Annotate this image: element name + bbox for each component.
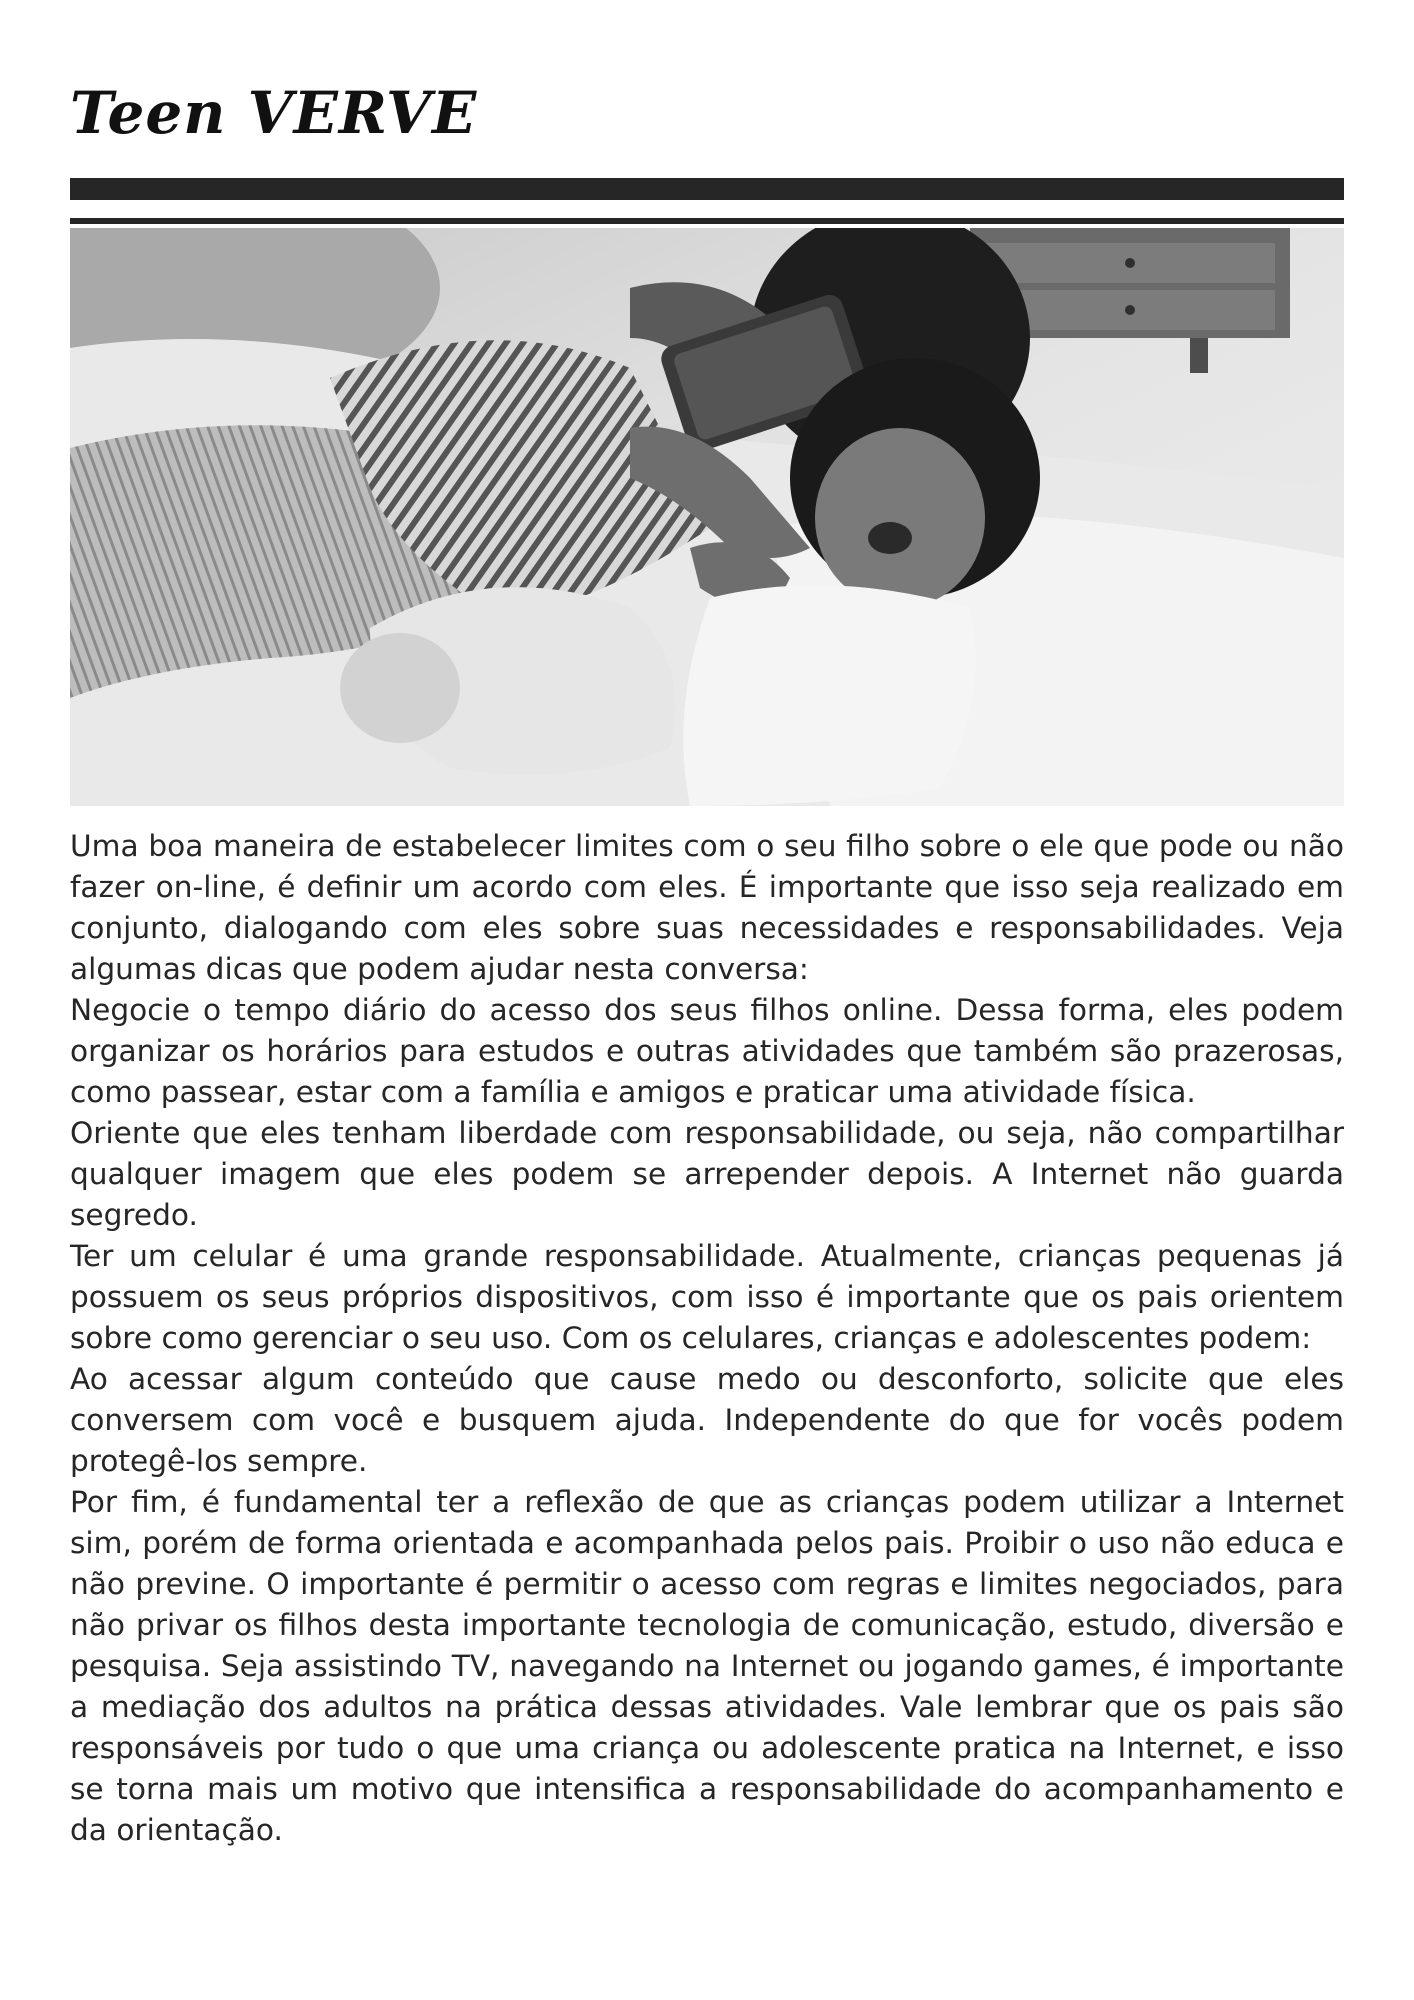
article-paragraph-6: Por fim, é fundamental ter a reflexão de que as crianças podem utilizar a Internet sim, porém de forma orientada e acompanhada pelos pais. Proibir o uso não educa e não previne. O importante é permitir o acesso com regras e limites negociados, para não privar os filhos desta importante tecnologia de comunicação, estudo, diversão e pesquisa. Seja assistindo TV, navegando na Internet ou jogando games, é importante a mediação dos adultos na prática dessas atividades. Vale lembrar que os pais são responsáveis por tudo o que uma criança ou adolescente pratica na Internet, e isso se torna mais um motivo que intensifica a responsabilidade do acompanhamento e da orientação. <box>70 1485 1344 1847</box>
article-paragraph-3: Oriente que eles tenham liberdade com responsabilidade, ou seja, não compartilhar qualquer imagem que eles podem se arrepender depois. A Internet não guarda segredo. <box>70 1116 1344 1232</box>
masthead-title: Teen VERVE <box>70 79 478 147</box>
header-rule-thin <box>70 218 1344 224</box>
article-body <box>70 826 1344 1851</box>
article-photo <box>70 228 1344 806</box>
article-paragraph-4: Ter um celular é uma grande responsabilidade. Atualmente, crianças pequenas já possuem os seus próprios dispositivos, com isso é importante que os pais orientem sobre como gerenciar o seu uso. Com os celulares, crianças e adolescentes podem: <box>70 1239 1344 1355</box>
article-paragraph-2: Negocie o tempo diário do acesso dos seus filhos online. Dessa forma, eles podem organizar os horários para estudos e outras atividades que também são prazerosas, como passear, estar com a família e amigos e praticar uma atividade física. <box>70 993 1344 1109</box>
article-paragraph-1: Uma boa maneira de estabelecer limites com o seu filho sobre o ele que pode ou não fazer on-line, é definir um acordo com eles. É importante que isso seja realizado em conjunto, dialogando com eles sobre suas necessidades e responsabilidades. Veja algumas dicas que podem ajudar nesta conversa: <box>70 829 1344 986</box>
header-rule-thick <box>70 178 1344 200</box>
article-paragraph-5: Ao acessar algum conteúdo que cause medo ou desconforto, solicite que eles conversem com você e busquem ajuda. Independente do que for vocês podem protegê-los sempre. <box>70 1362 1344 1478</box>
